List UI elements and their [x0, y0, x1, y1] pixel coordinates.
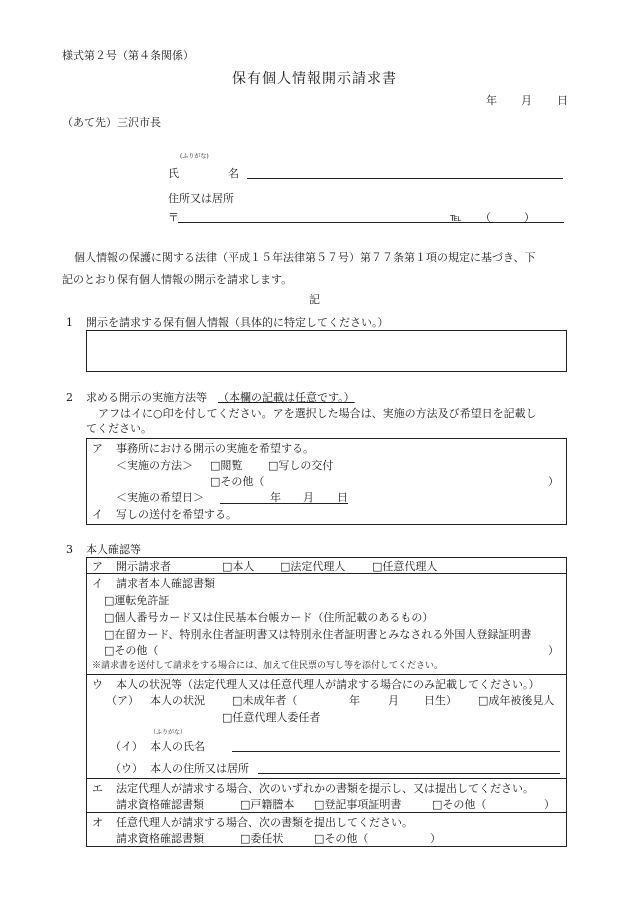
applicant-address-label: 住所又は居所: [168, 192, 234, 205]
option-a-label: ア: [92, 442, 103, 455]
date-day-label: 日: [557, 94, 568, 107]
voluntary-agent-docs-text: 任意代理人が請求する場合、次の書類を提出してください。: [116, 816, 413, 829]
desired-date-month: 月: [303, 491, 314, 504]
requester-label: ア: [92, 560, 103, 573]
method-copy-checkbox[interactable]: □写しの交付: [268, 459, 334, 472]
legal-agent-docs-text: 法定代理人が請求する場合、次のいずれかの書類を提示し、又は提出してください。: [116, 782, 534, 795]
minor-checkbox[interactable]: □未成年者（: [232, 694, 298, 707]
voluntary-agent-qualification-label: 請求資格確認書類: [116, 832, 204, 845]
requester-text: 開示請求者: [116, 560, 171, 573]
applicant-furigana-label: (ふりがな): [180, 153, 209, 160]
applicant-name-field[interactable]: [247, 178, 563, 179]
principal-name-text: 本人の氏名: [150, 740, 205, 753]
doc-mail-note: ※請求書を送付して請求をする場合には、加えて住民票の写し等を添付してください。: [92, 661, 444, 671]
applicant-name-label-1: 氏: [168, 167, 179, 180]
tel-area-paren: （ ）: [480, 211, 535, 224]
minor-birth-month: 月: [388, 694, 399, 707]
method-other-checkbox[interactable]: □その他（: [210, 475, 265, 488]
addressee: （あて先）三沢市長: [62, 116, 161, 129]
ki-heading: 記: [309, 293, 320, 306]
doc-license-checkbox[interactable]: □運転免許証: [104, 594, 170, 607]
principal-condition-label: （ア）: [106, 694, 139, 707]
section3-divider-i: [86, 674, 567, 675]
applicant-name-label-2: 名: [228, 167, 239, 180]
intro-line-2: 記のとおり保有個人情報の開示を請求します。: [62, 273, 293, 286]
requester-self-checkbox[interactable]: □本人: [222, 560, 255, 573]
principal-address-text: 本人の住所又は居所: [150, 762, 249, 775]
adult-ward-checkbox[interactable]: □成年被後見人: [478, 694, 555, 707]
minor-birth-day: 日生）: [424, 694, 457, 707]
principal-status-label: ウ: [92, 678, 103, 691]
doc-other-close: ）: [548, 644, 559, 657]
section3-divider-u: [86, 778, 567, 779]
tel-label: ℡: [450, 211, 462, 224]
page-title: 保有個人情報開示請求書: [232, 71, 397, 87]
section2-heading-note: （本欄の記載は任意です。）: [218, 391, 355, 404]
date-month-label: 月: [521, 94, 532, 107]
desired-date-field[interactable]: [220, 503, 348, 504]
voluntary-agent-other-close: ）: [430, 832, 441, 845]
form-number: 様式第２号（第４条関係）: [62, 49, 194, 62]
section1-heading: 開示を請求する保有個人情報（具体的に特定してください。）: [86, 316, 389, 329]
minor-birth-year: 年: [349, 694, 360, 707]
principal-condition-text: 本人の状況: [150, 694, 205, 707]
principal-name-field[interactable]: [232, 751, 560, 752]
section1-number: 1: [66, 316, 73, 329]
legal-agent-other-close: ）: [544, 798, 555, 811]
principal-name-label: （イ）: [110, 740, 143, 753]
section3-number: 3: [66, 543, 73, 556]
section2-number: 2: [66, 391, 73, 404]
section3-heading: 本人確認等: [86, 543, 141, 556]
option-i-text: 写しの送付を希望する。: [116, 508, 237, 521]
id-documents-label: イ: [92, 577, 103, 590]
intro-line-1: 個人情報の保護に関する法律（平成１５年法律第５７号）第７７条第１項の規定に基づき、下: [74, 251, 536, 264]
family-register-checkbox[interactable]: □戸籍謄本: [240, 798, 295, 811]
method-other-close: ）: [548, 475, 559, 488]
legal-agent-docs-label: エ: [92, 782, 103, 795]
method-view-checkbox[interactable]: □閲覧: [210, 459, 243, 472]
power-of-attorney-checkbox[interactable]: □委任状: [240, 832, 284, 845]
legal-agent-qualification-label: 請求資格確認書類: [116, 798, 204, 811]
option-i-label: イ: [92, 508, 103, 521]
option-a-text: 事務所における開示の実施を希望する。: [116, 442, 314, 455]
method-label: ＜実施の方法＞: [116, 459, 193, 472]
doc-residence-checkbox[interactable]: □在留カード、特別永住者証明書又は特別永住者証明書とみなされる外国人登録証明書: [104, 628, 532, 641]
date-year-label: 年: [486, 94, 497, 107]
section3-divider-e: [86, 812, 567, 813]
section2-instruction-line-1: アフはイに○印を付してください。アを選択した場合は、実施の方法及び希望日を記載し: [98, 407, 537, 420]
voluntary-principal-checkbox[interactable]: □任意代理人委任者: [222, 711, 321, 724]
registry-certificate-checkbox[interactable]: □登記事項証明書: [314, 798, 402, 811]
desired-date-day: 日: [337, 491, 348, 504]
principal-name-furigana: （ふりがな）: [150, 729, 187, 736]
principal-status-text: 本人の状況等（法定代理人又は任意代理人が請求する場合にのみ記載してください。）: [116, 678, 540, 691]
id-documents-text: 請求者本人確認書類: [116, 577, 215, 590]
principal-address-field[interactable]: [258, 773, 560, 774]
doc-other-checkbox[interactable]: □その他（: [104, 644, 159, 657]
requester-legal-agent-checkbox[interactable]: □法定代理人: [280, 560, 346, 573]
desired-date-label: ＜実施の希望日＞: [116, 491, 204, 504]
voluntary-agent-docs-label: オ: [92, 816, 103, 829]
legal-agent-other-checkbox[interactable]: □その他（: [432, 798, 487, 811]
section2-heading: 求める開示の実施方法等: [86, 391, 207, 404]
voluntary-agent-other-checkbox[interactable]: □その他（: [314, 832, 369, 845]
desired-date-year: 年: [270, 491, 281, 504]
section1-info-box[interactable]: [86, 330, 567, 372]
section2-instruction-line-2: てください。: [86, 422, 152, 435]
requester-voluntary-agent-checkbox[interactable]: □任意代理人: [372, 560, 438, 573]
doc-mynumber-checkbox[interactable]: □個人番号カード又は住民基本台帳カード（住所記載のあるもの）: [104, 611, 434, 624]
principal-address-label: （ウ）: [110, 762, 143, 775]
postal-mark: 〒: [168, 211, 179, 224]
